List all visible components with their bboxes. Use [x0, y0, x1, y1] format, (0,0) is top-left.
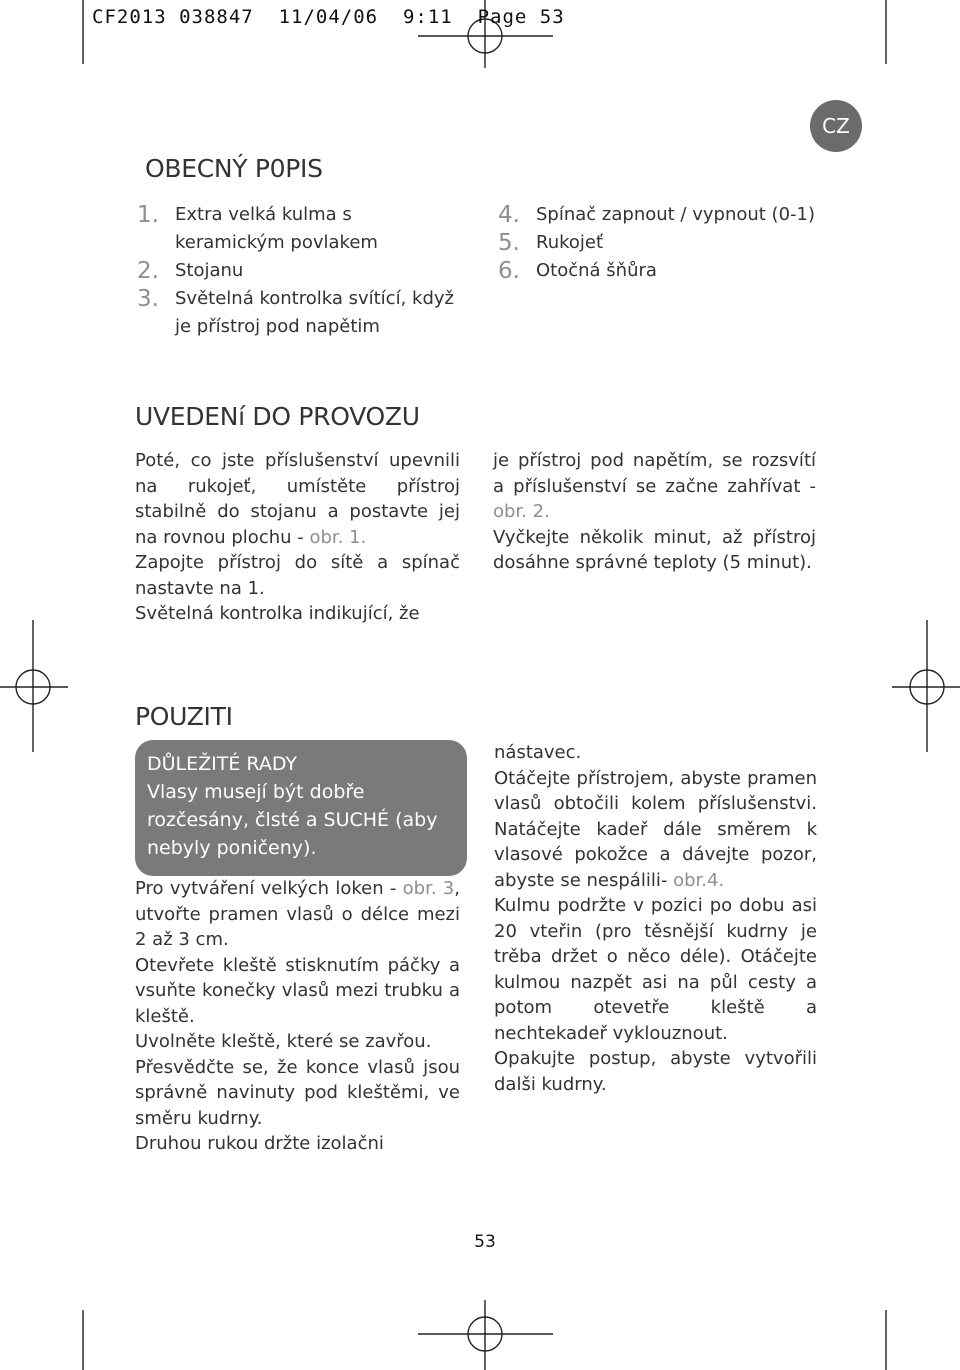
paragraph — [494, 766, 817, 894]
list-item — [498, 229, 818, 257]
item-number: 3. — [137, 286, 159, 312]
paragraph: Kulmu podržte v pozici po dobu asi 20 vteřin (pro těsnější kudrny je trěba držet o něco déle). Otáčejte kulmou nazpět asi na půl cesty a potom otevetře kleště a nechtekadeř vyklouznout. — [494, 895, 817, 1044]
list-item — [137, 285, 457, 341]
item-number: 4. — [498, 202, 520, 228]
parts-list-right — [498, 201, 818, 285]
paragraph: Světelná kontrolka indikující, že — [135, 603, 420, 624]
tips-text: Vlasy musejí být dobře rozčesány, člsté a SUCHÉ (aby nebyly poničeny). — [147, 781, 438, 859]
getting-started-left-column — [135, 448, 460, 627]
figure-ref: obr. 2. — [493, 501, 550, 522]
parts-list-left — [137, 201, 457, 341]
paragraph: nástavec. — [494, 742, 582, 763]
list-item — [498, 257, 818, 285]
paragraph: Zapojte přístroj do sítě a spínač nastavte na 1. — [135, 552, 460, 599]
paragraph: Přesvědčte se, že konce vlasů jsou správně navinuty pod kleštěmi, ve směru kudrny. — [135, 1056, 460, 1129]
paragraph: Druhou rukou držte izolačni — [135, 1133, 384, 1154]
item-number: 5. — [498, 230, 520, 256]
list-item — [137, 257, 457, 285]
paragraph: Otevřete kleště stisknutím páčky a vsuňte konečky vlasů mezi trubku a kleště. — [135, 954, 460, 1027]
paragraph: Opakujte postup, abyste vytvořili dalši kudrny. — [494, 1048, 817, 1095]
figure-ref: obr.4. — [673, 869, 725, 891]
figure-ref: obr. 3 — [402, 878, 455, 899]
section-title-getting-started: UVEDENí DO PROVOZU — [135, 402, 420, 431]
tips-heading: DŮLEŽITÉ RADY — [147, 753, 298, 775]
item-text: Spínač zapnout / vypnout (0-1) — [536, 204, 815, 225]
item-text: Rukojeť — [536, 232, 604, 253]
paragraph-text: je přístroj pod napětím, se rozsvítí a příslušenství se začne zahřívat - — [493, 450, 816, 497]
list-item — [137, 201, 457, 257]
item-number: 6. — [498, 258, 520, 284]
paragraph-text: , utvořte pramen vlasů o délce mezi 2 až 3 cm. — [135, 878, 460, 950]
paragraph — [493, 448, 816, 525]
print-header: CF2013 038847 11/04/06 9:11 Page 53 — [92, 6, 565, 28]
item-text: Extra velká kulma s keramickým povlakem — [175, 204, 378, 253]
paragraph — [135, 448, 460, 550]
item-text: Světelná kontrolka svítící, když je přístroj pod napětim — [175, 288, 454, 337]
paragraph — [135, 876, 460, 953]
item-number: 1. — [137, 202, 159, 228]
paragraph-text: Otáčejte přístrojem, abyste pramen vlasů obtočili kolem příslušenstvi. Natáčejte kadeř dále směrem k vlasové pokožce a dávejte pozor, abyste se nespálili- — [494, 767, 817, 891]
item-text: Otočná šňůra — [536, 260, 657, 281]
item-number: 2. — [137, 258, 159, 284]
item-text: Stojanu — [175, 260, 244, 281]
paragraph: Uvolněte kleště, které se zavřou. — [135, 1031, 432, 1052]
list-item — [498, 201, 818, 229]
section-title-usage: POUZITI — [135, 702, 233, 731]
figure-ref: obr. 1. — [309, 526, 367, 548]
usage-right-column — [494, 740, 817, 1097]
language-badge: CZ — [810, 100, 862, 152]
paragraph-text: Pro vytváření velkých loken - — [135, 878, 403, 899]
usage-left-column — [135, 876, 460, 1157]
getting-started-right-column — [493, 448, 816, 576]
paragraph: Vyčkejte několik minut, až přístroj dosáhne správné teploty (5 minut). — [493, 526, 816, 573]
paragraph-text: Poté, co jste příslušenství upevnili na rukojeť, umístěte přístroj stabilně do stojanu a postavte jej na rovnou plochu - — [135, 450, 460, 548]
section-title-general-description: OBECNÝ P0PIS — [145, 154, 323, 183]
page-number: 53 — [474, 1232, 496, 1252]
important-tips-box — [135, 740, 467, 876]
